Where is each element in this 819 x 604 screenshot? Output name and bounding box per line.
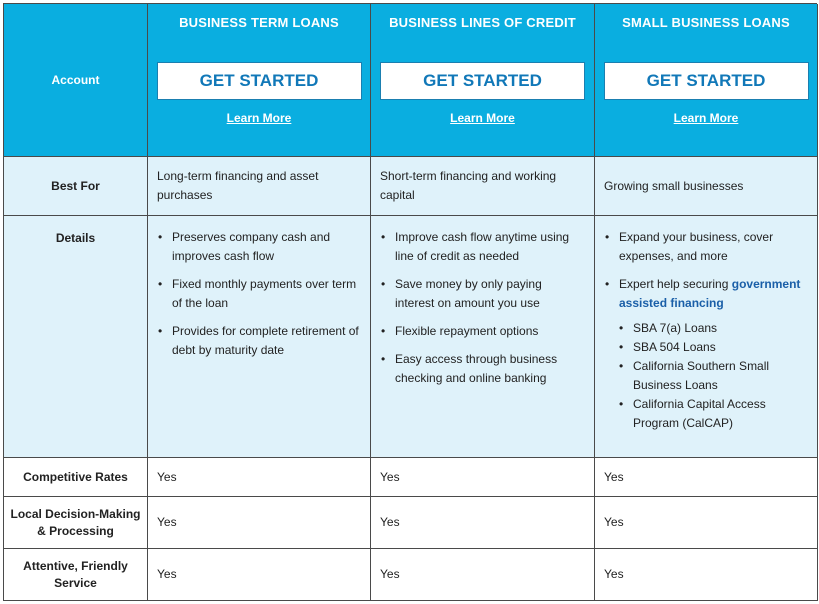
competitive-rates-label-cell [4,458,148,497]
local-decision-label-cell [4,497,148,549]
table-cell [148,458,371,497]
best-for-term-loans [148,157,371,216]
get-started-button-lines-of-credit[interactable]: GET STARTED [380,62,585,100]
details-small-business [595,216,818,458]
sub-list-item: • California Southern Small Business Loans [619,357,807,395]
table-cell [148,549,371,601]
sub-list [619,319,807,433]
yes-value: Yes [604,567,624,581]
account-header-cell [4,4,148,157]
list-item [605,275,807,433]
table-cell [148,497,371,549]
yes-value: Yes [604,515,624,529]
best-for-small-business [595,157,818,216]
plan-header-term-loans [148,4,371,157]
government-financing-link[interactable]: government assisted financing [619,277,801,310]
yes-value: Yes [380,515,400,529]
row-label: Local Decision-Making & Processing [10,506,141,538]
sub-list-item: • SBA 504 Loans [619,338,807,357]
yes-value: Yes [157,515,177,529]
list-item: • Fixed monthly payments over term of the loan [158,275,360,313]
list-item: • Improve cash flow anytime using line of credit as needed [381,228,584,266]
details-term-loans [148,216,371,458]
list-item: • Easy access through business checking and online banking [381,350,584,388]
best-for-label: Best For [51,178,100,193]
get-started-button-term-loans[interactable]: GET STARTED [157,62,362,100]
yes-value: Yes [157,469,177,484]
table-cell [371,458,595,497]
details-label-cell [4,216,148,458]
learn-more-link-lines-of-credit[interactable]: Learn More [450,111,515,125]
plan-header-lines-of-credit [371,4,595,157]
sub-list-item: • SBA 7(a) Loans [619,319,807,338]
yes-value: Yes [604,469,624,484]
yes-value: Yes [380,469,400,484]
learn-more-link-term-loans[interactable]: Learn More [226,111,292,125]
table-cell [371,549,595,601]
list-item: • Flexible repayment options [381,322,584,341]
plan-title-term-loans: BUSINESS TERM LOANS [179,15,339,30]
plan-header-small-business [595,4,818,157]
list-item: • Preserves company cash and improves cash flow [158,228,360,266]
list-item: • Expand your business, cover expenses, and more [605,228,807,266]
sub-list-item: • California Capital Access Program (CalCAP) [619,395,807,433]
list-item: • Provides for complete retirement of debt by maturity date [158,322,360,360]
details-list [381,228,584,388]
list-item-text: Expert help securing [619,277,732,291]
row-label: Attentive, Friendly Service [23,558,128,590]
details-label: Details [55,231,96,245]
best-for-value: Short-term financing and working capital [380,169,557,202]
best-for-label-cell [4,157,148,216]
best-for-lines-of-credit [371,157,595,216]
plan-title-small-business: SMALL BUSINESS LOANS [622,15,790,30]
details-list [605,228,807,433]
loan-comparison-table [3,3,817,601]
details-lines-of-credit [371,216,595,458]
best-for-value: Growing small businesses [604,178,744,193]
account-label: Account [51,72,100,87]
yes-value: Yes [380,567,400,581]
friendly-service-label-cell [4,549,148,601]
table-cell [595,458,818,497]
yes-value: Yes [157,567,177,581]
table-cell [371,497,595,549]
table-cell [595,497,818,549]
learn-more-link-small-business[interactable]: Learn More [673,111,739,125]
plan-title-lines-of-credit: BUSINESS LINES OF CREDIT [389,15,576,30]
table-cell [595,549,818,601]
row-label: Competitive Rates [23,469,128,484]
details-list [158,228,360,360]
best-for-value: Long-term financing and asset purchases [157,169,319,202]
get-started-button-small-business[interactable]: GET STARTED [604,62,809,100]
list-item: • Save money by only paying interest on amount you use [381,275,584,313]
